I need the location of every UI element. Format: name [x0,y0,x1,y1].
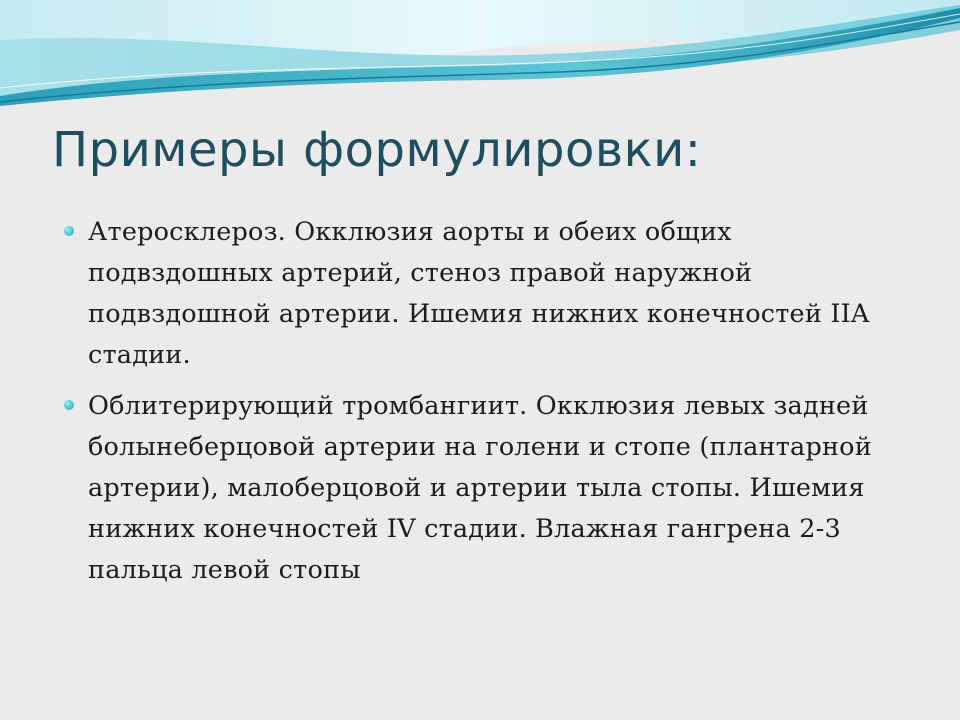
bullet-text: Облитерирующий тромбангиит. Окклюзия левых задней болынеберцовой артерии на голени и стопе (плантарной артерии), малоберцовой и артерии тыла стопы. Ишемия нижних конечностей IV стадии. Влажная гангрена 2-3 пальца левой стопы [88,391,872,585]
bullet-list [64,212,904,601]
wave-decoration [0,0,960,130]
bullet-dot-icon [64,400,74,410]
bullet-item [64,212,904,376]
slide-title: Примеры формулировки: [52,122,702,178]
bullet-dot-icon [64,226,74,236]
bullet-text: Атеросклероз. Окклюзия аорты и обеих общих подвздошных артерий, стеноз правой наружной подвздошной артерии. Ишемия нижних конечностей IIA стадии. [88,217,870,370]
bullet-item [64,386,904,591]
